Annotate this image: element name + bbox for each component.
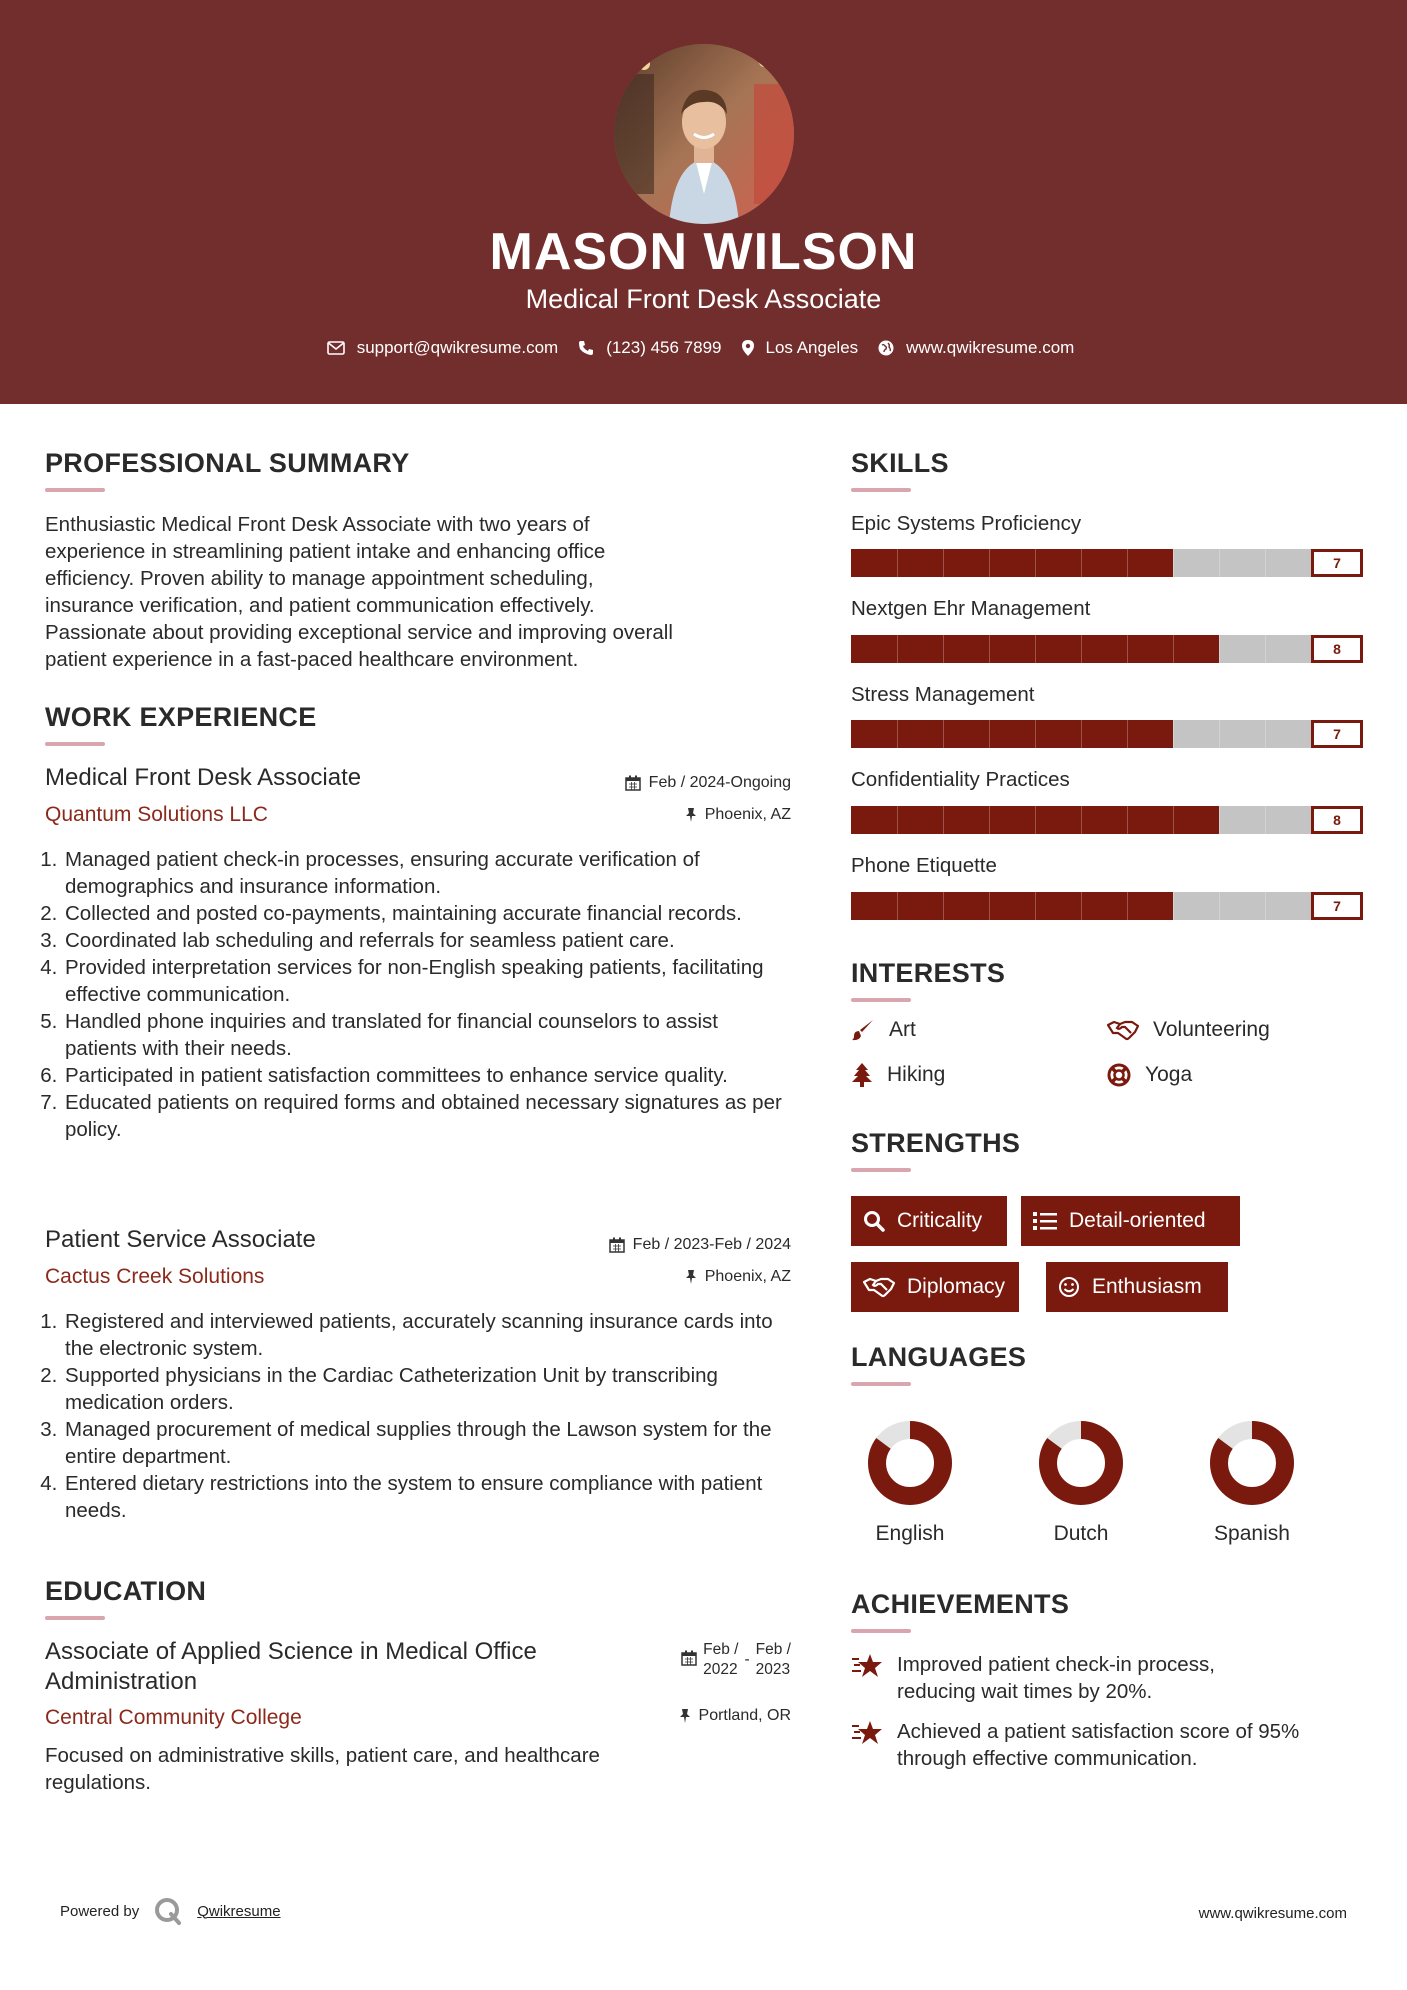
skill-segment-divider [989,549,990,577]
skill-segment-divider [1219,806,1220,834]
list-item: 5. Handled phone inquiries and translated for financial counselors to assist patients with their needs. [63,1008,785,1062]
skill-segment-divider [897,806,898,834]
interest-item: Hiking [851,1063,945,1087]
skill-segment-divider [1173,806,1174,834]
summary-text: Enthusiastic Medical Front Desk Associate with two years of experience in streamlining patient intake and enhancing office efficiency. Proven ability to manage appointment scheduling, insurance verification, and patient communication effectively. Passionate about providing exceptional service and improving overall patient experience in a fast-paced healthcare environment. [45,513,673,671]
job-title: Medical Front Desk Associate [45,764,362,791]
education-heading: EDUCATION [45,1576,207,1606]
strengths-heading: STRENGTHS [851,1128,1021,1158]
languages-underline [851,1382,911,1386]
footer-website[interactable]: www.qwikresume.com [1198,1905,1347,1922]
handshake-icon [863,1276,895,1298]
summary-heading: PROFESSIONAL SUMMARY [45,448,410,478]
skill-bar [851,806,1363,834]
language-item: Dutch [1021,1418,1141,1546]
smile-icon [1058,1276,1080,1298]
skill-segment-divider [989,892,990,920]
skill-segment-divider [1219,635,1220,663]
list-item: 1. Managed patient check-in processes, ensuring accurate verification of demographics and insurance information. [63,846,785,900]
list-item: 2. Collected and posted co-payments, maintaining accurate financial records. [63,900,785,927]
phone-icon [578,340,594,356]
skill-segment-divider [943,720,944,748]
email-icon [327,341,345,355]
skill-segment-divider [1127,549,1128,577]
skill-segment-divider [1081,549,1082,577]
education-description: Focused on administrative skills, patient care, and healthcare regulations. [45,1744,600,1794]
skill-value: 7 [1311,549,1363,577]
strengths-underline [851,1168,911,1172]
star-icon [851,1651,883,1679]
education-location: Portland, OR [500,1707,791,1725]
skill-segment-divider [1035,635,1036,663]
skill-segment-divider [1035,892,1036,920]
skills-heading: SKILLS [851,448,949,478]
skill-segment-divider [1127,635,1128,663]
skill-segment-divider [1127,720,1128,748]
summary-underline [45,488,105,492]
skill-segment-divider [897,549,898,577]
skill-value: 7 [1311,892,1363,920]
pin-icon [685,1269,697,1285]
skill-label: Confidentiality Practices [851,768,1070,791]
interest-item: Art [851,1018,916,1042]
language-donut [865,1418,955,1508]
pin-icon [685,807,697,823]
skill-segment-divider [1127,892,1128,920]
company-name: Quantum Solutions LLC [45,803,268,826]
skill-segment-divider [1035,806,1036,834]
avatar [614,44,794,224]
language-item: English [850,1418,970,1546]
list-icon [1033,1211,1057,1231]
skill-segment-divider [943,549,944,577]
skill-segment-divider [943,892,944,920]
company-name: Cactus Creek Solutions [45,1265,265,1288]
candidate-title: Medical Front Desk Associate [525,284,882,314]
skill-bar [851,892,1363,920]
contact-bar [0,338,1407,358]
header [0,0,1407,404]
job-responsibilities [45,1308,785,1524]
skill-value: 8 [1311,806,1363,834]
skill-segment-divider [1219,892,1220,920]
skill-segment-divider [1265,720,1266,748]
list-item: 3. Coordinated lab scheduling and referrals for seamless patient care. [63,927,785,954]
achievements-underline [851,1629,911,1633]
skill-segment-divider [897,635,898,663]
job-date: Feb / 2023-Feb / 2024 [500,1236,791,1254]
achievement-item: Achieved a patient satisfaction score of 95% through effective communication. [851,1718,1299,1772]
pin-icon [679,1708,691,1724]
skill-segment-divider [1035,549,1036,577]
interests-heading: INTERESTS [851,958,1006,988]
achievements-heading: ACHIEVEMENTS [851,1589,1070,1619]
strength-badge: Detail-oriented [1021,1196,1240,1246]
skill-segment-divider [1081,635,1082,663]
achievement-item: Improved patient check-in process, reducing wait times by 20%. [851,1651,1215,1705]
skill-segment-divider [989,635,990,663]
job-location: Phoenix, AZ [500,1268,791,1286]
skill-segment-divider [943,635,944,663]
skill-segment-divider [1173,549,1174,577]
skill-segment-divider [1219,720,1220,748]
skill-label: Epic Systems Proficiency [851,512,1082,535]
interests-underline [851,998,911,1002]
skill-segment-divider [1265,635,1266,663]
list-item: 4. Entered dietary restrictions into the system to ensure compliance with patient needs. [63,1470,785,1524]
strength-badge: Diplomacy [851,1262,1019,1312]
calendar-icon [681,1650,697,1666]
contact-email[interactable]: support@qwikresume.com [356,338,559,357]
job-date: Feb / 2024-Ongoing [500,774,791,792]
strength-badge: Criticality [851,1196,1007,1246]
list-item: 3. Managed procurement of medical supplies through the Lawson system for the entire department. [63,1416,785,1470]
skill-segment-divider [1081,720,1082,748]
degree-title: Associate of Applied Science in Medical Office Administration [45,1638,537,1695]
contact-location: Los Angeles [765,338,859,357]
language-donut [1036,1418,1126,1508]
skill-fill [851,549,1173,577]
skill-segment-divider [1173,635,1174,663]
experience-underline [45,742,105,746]
footer-brand-link[interactable]: Qwikresume [197,1902,281,1920]
skill-bar [851,635,1363,663]
calendar-icon [609,1237,625,1253]
globe-icon [878,340,894,356]
skill-segment-divider [1265,806,1266,834]
skill-bar [851,549,1363,577]
language-donut [1207,1418,1297,1508]
language-item: Spanish [1192,1418,1312,1546]
skill-segment-divider [1219,549,1220,577]
skill-segment-divider [989,806,990,834]
skill-segment-divider [897,720,898,748]
skill-bar [851,720,1363,748]
job-location: Phoenix, AZ [500,806,791,824]
skill-segment-divider [943,806,944,834]
lifebuoy-icon [1107,1063,1131,1087]
skills-underline [851,488,911,492]
strength-badge: Enthusiasm [1046,1262,1228,1312]
skill-value: 7 [1311,720,1363,748]
qwikresume-logo-icon [153,1896,183,1926]
skill-fill [851,720,1173,748]
skill-segment-divider [1173,720,1174,748]
interest-item: Yoga [1107,1063,1192,1087]
skill-segment-divider [897,892,898,920]
contact-phone[interactable]: (123) 456 7899 [606,338,722,357]
skill-segment-divider [989,720,990,748]
interest-item: Volunteering [1107,1018,1270,1042]
list-item: 7. Educated patients on required forms and obtained necessary signatures as per policy. [63,1089,785,1143]
skill-segment-divider [1081,892,1082,920]
location-pin-icon [742,340,754,356]
skill-label: Phone Etiquette [851,854,997,877]
education-date: Feb / 2022 - Feb / 2023 [620,1640,791,1680]
candidate-name: MASON WILSON [489,223,918,281]
skill-value: 8 [1311,635,1363,663]
job-responsibilities [45,846,785,1143]
list-item: 6. Participated in patient satisfaction committees to enhance service quality. [63,1062,785,1089]
contact-website[interactable]: www.qwikresume.com [906,338,1075,357]
education-underline [45,1616,105,1620]
profile-photo [614,44,794,224]
skill-segment-divider [1173,892,1174,920]
footer-powered-by: Powered by Qwikresume [60,1896,281,1926]
brush-icon [851,1018,875,1042]
languages-heading: LANGUAGES [851,1342,1027,1372]
tree-icon [851,1063,873,1087]
skill-segment-divider [1265,892,1266,920]
list-item: 4. Provided interpretation services for non-English speaking patients, facilitating effective communication. [63,954,785,1008]
list-item: 2. Supported physicians in the Cardiac Catheterization Unit by transcribing medication orders. [63,1362,785,1416]
calendar-icon [625,775,641,791]
skill-fill [851,892,1173,920]
skill-segment-divider [1127,806,1128,834]
job-title: Patient Service Associate [45,1226,316,1253]
skill-label: Nextgen Ehr Management [851,597,1091,620]
star-icon [851,1718,883,1746]
search-icon [863,1210,885,1232]
handshake-icon [1107,1019,1139,1041]
skill-segment-divider [1265,549,1266,577]
skill-segment-divider [1081,806,1082,834]
school-name: Central Community College [45,1706,302,1729]
list-item: 1. Registered and interviewed patients, accurately scanning insurance cards into the electronic system. [63,1308,785,1362]
skill-segment-divider [1035,720,1036,748]
skill-label: Stress Management [851,683,1035,706]
experience-heading: WORK EXPERIENCE [45,702,317,732]
